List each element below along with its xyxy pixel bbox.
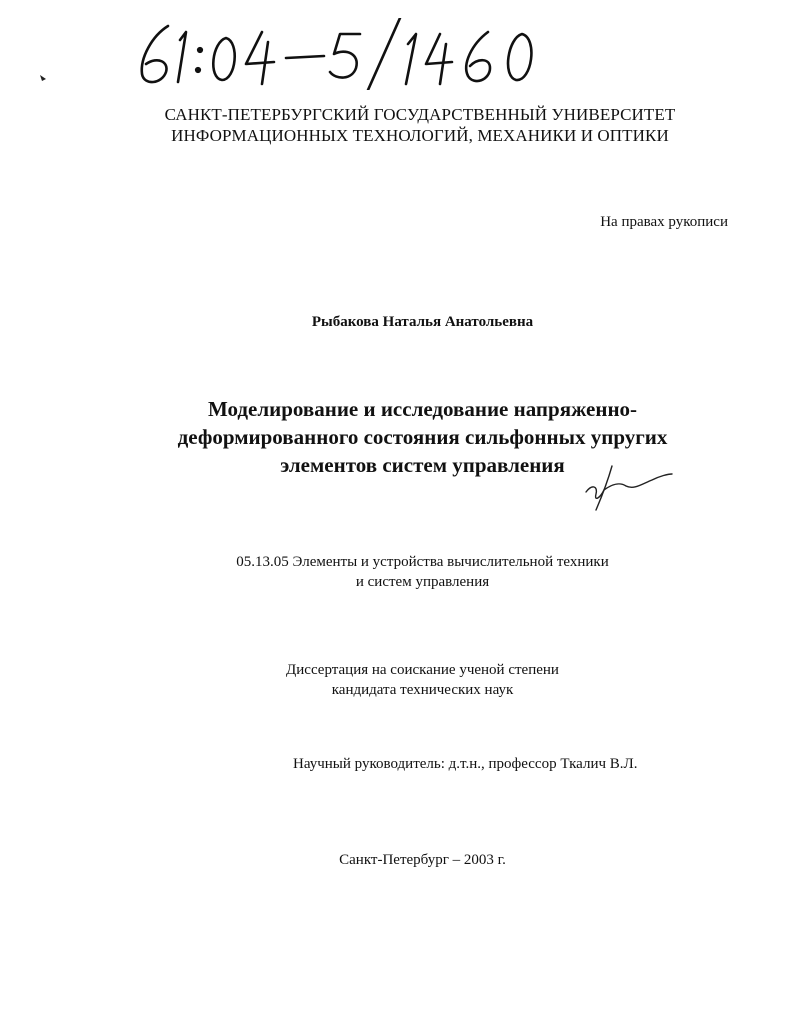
catalog-number-drawing [128, 18, 548, 90]
dissertation-title [0, 395, 795, 479]
scientific-supervisor: Научный руководитель: д.т.н., профессор Ткалич В.Л. [293, 756, 638, 772]
degree-line-2: кандидата технических наук [331, 682, 514, 698]
handwritten-signature [582, 462, 674, 514]
city-year: Санкт-Петербург – 2003 г. [339, 852, 506, 868]
dissertation-degree [0, 660, 795, 700]
specialty-line-2: и систем управления [355, 574, 490, 590]
rights-note: На правах рукописи [600, 214, 728, 230]
title-line-3: элементов систем управления [280, 453, 565, 477]
university-line-2: ИНФОРМАЦИОННЫХ ТЕХНОЛОГИЙ, МЕХАНИКИ И ОПТИКИ [171, 126, 669, 145]
author-name: Рыбакова Наталья Анатольевна [311, 314, 534, 330]
degree-line-1: Диссертация на соискание ученой степени [286, 662, 559, 678]
university-header [0, 104, 795, 146]
handwritten-catalog-number [128, 18, 548, 90]
specialty-line-1: 05.13.05 Элементы и устройства вычислительной техники [236, 554, 609, 570]
university-line-1: САНКТ-ПЕТЕРБУРГСКИЙ ГОСУДАРСТВЕННЫЙ УНИВЕРСИТЕТ [164, 105, 676, 124]
title-line-1: Моделирование и исследование напряженно- [207, 397, 638, 421]
specialty [0, 552, 795, 592]
scan-speck [38, 70, 48, 80]
title-line-2: деформированного состояния сильфонных упругих [177, 425, 668, 449]
